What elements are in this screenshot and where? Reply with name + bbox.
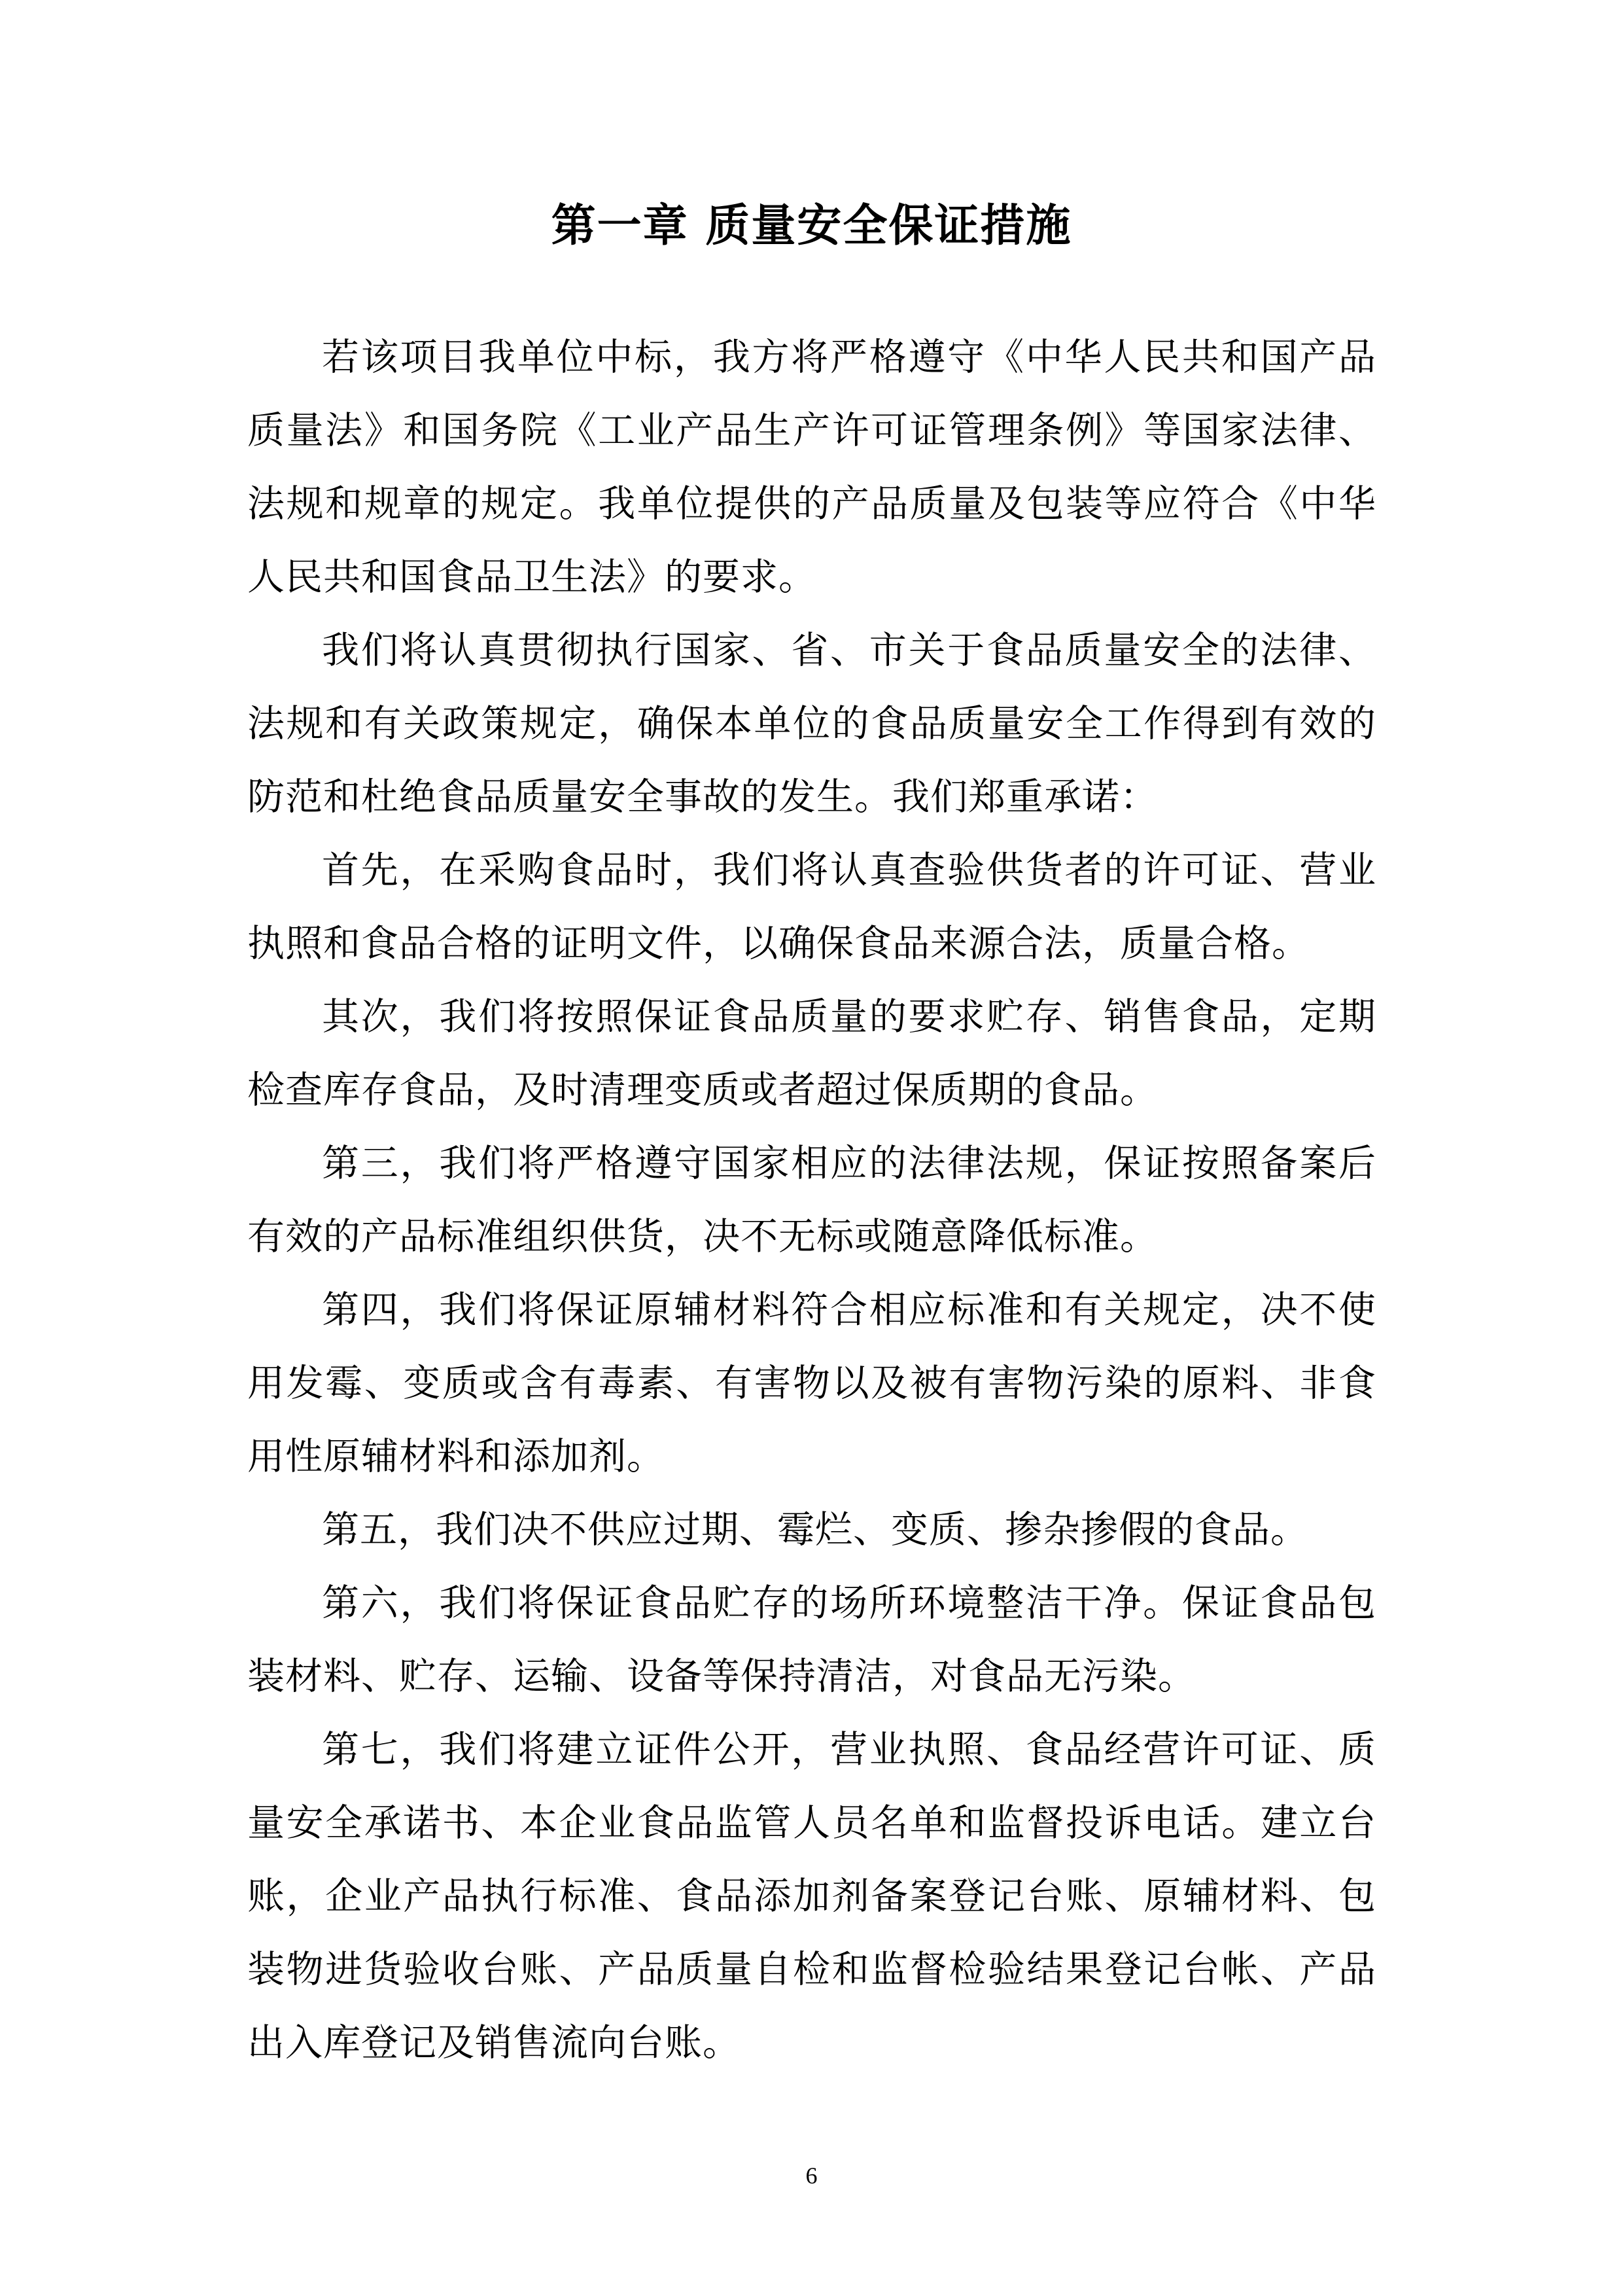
paragraph-seventh: 第七，我们将建立证件公开，营业执照、食品经营许可证、质量安全承诺书、本企业食品监管人员名单和监督投诉电话。建立台账，企业产品执行标准、食品添加剂备案登记台账、原辅材料、包装物进货验收台账、产品质量自检和监督检验结果登记台帐、产品出入库登记及销售流向台账。 xyxy=(247,1728,1376,2064)
body-text xyxy=(247,321,1376,2079)
paragraph-first: 首先，在采购食品时，我们将认真查验供货者的许可证、营业执照和食品合格的证明文件，以确保食品来源合法，质量合格。 xyxy=(247,849,1376,965)
paragraph-sixth: 第六，我们将保证食品贮存的场所环境整洁干净。保证食品包装材料、贮存、运输、设备等保持清洁，对食品无污染。 xyxy=(247,1581,1376,1698)
paragraph-second: 其次，我们将按照保证食品质量的要求贮存、销售食品，定期检查库存食品，及时清理变质或者超过保质期的食品。 xyxy=(247,995,1376,1112)
paragraph-third: 第三，我们将严格遵守国家相应的法律法规，保证按照备案后有效的产品标准组织供货，决不无标或随意降低标准。 xyxy=(247,1142,1376,1258)
paragraph-fifth: 第五，我们决不供应过期、霉烂、变质、掺杂掺假的食品。 xyxy=(322,1508,1308,1551)
page-number: 6 xyxy=(805,2163,818,2189)
paragraph-intro: 若该项目我单位中标，我方将严格遵守《中华人民共和国产品质量法》和国务院《工业产品生产许可证管理条例》等国家法律、法规和规章的规定。我单位提供的产品质量及包装等应符合《中华人民共和国食品卫生法》的要求。 xyxy=(247,336,1376,599)
paragraph-fourth: 第四，我们将保证原辅材料符合相应标准和有关规定，决不使用发霉、变质或含有毒素、有害物以及被有害物污染的原料、非食用性原辅材料和添加剂。 xyxy=(247,1288,1376,1478)
chapter-title: 第一章 质量安全保证措施 xyxy=(551,200,1072,252)
paragraph-commitment: 我们将认真贯彻执行国家、省、市关于食品质量安全的法律、法规和有关政策规定，确保本单位的食品质量安全工作得到有效的防范和杜绝食品质量安全事故的发生。我们郑重承诺： xyxy=(247,629,1376,819)
